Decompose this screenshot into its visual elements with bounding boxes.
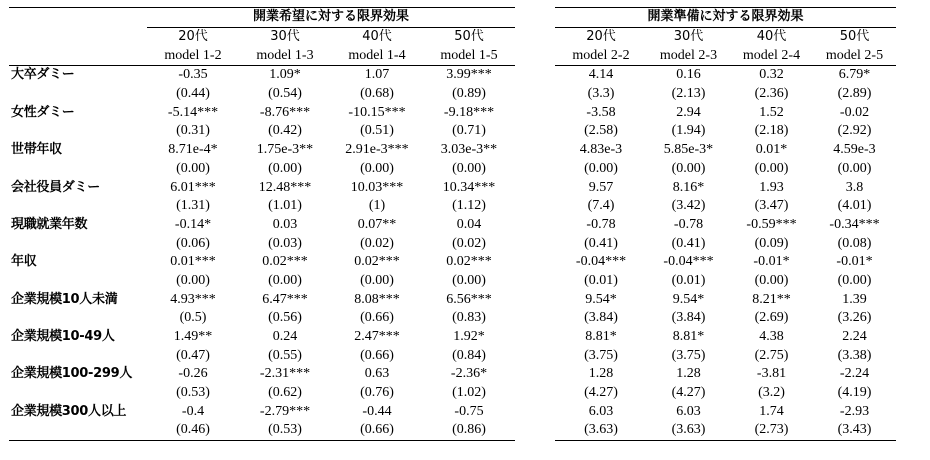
coefficient-cell: -0.4 bbox=[181, 403, 205, 419]
std-error-cell: (1.02) bbox=[452, 385, 486, 401]
std-error-cell: (4.01) bbox=[837, 198, 872, 214]
coefficient-cell: -0.04*** bbox=[575, 254, 627, 270]
se-row bbox=[9, 85, 896, 104]
group-header-row bbox=[9, 8, 896, 28]
std-error-cell: (0.00) bbox=[360, 272, 394, 288]
age-header: 50代 bbox=[454, 29, 484, 45]
std-error-cell: (2.73) bbox=[730, 421, 813, 440]
std-error-cell: (0.89) bbox=[452, 86, 486, 102]
std-error-cell: (2.89) bbox=[837, 86, 872, 102]
coefficient-cell: 2.47*** bbox=[354, 329, 400, 345]
std-error-cell: (3.63) bbox=[555, 421, 647, 440]
variable-label: 企業規模10-49人 bbox=[11, 329, 115, 345]
coefficient-cell: 2.94 bbox=[676, 104, 701, 120]
coefficient-cell: 1.39 bbox=[842, 291, 867, 307]
std-error-cell: (0.83) bbox=[452, 310, 486, 326]
age-header: 30代 bbox=[270, 29, 300, 45]
coefficient-cell: 9.54* bbox=[672, 291, 705, 307]
coef-row bbox=[9, 103, 896, 122]
coefficient-cell: 8.16* bbox=[672, 179, 705, 195]
coefficient-cell: 1.75e-3** bbox=[256, 142, 314, 158]
variable-label: 大卒ダミー bbox=[11, 67, 75, 83]
regression-table-container bbox=[9, 7, 896, 441]
coefficient-cell: 4.14 bbox=[588, 67, 614, 83]
coefficient-cell: 12.48*** bbox=[258, 179, 312, 195]
std-error-cell: (3.84) bbox=[584, 310, 618, 326]
coef-row bbox=[9, 216, 896, 235]
std-error-cell: (1.12) bbox=[452, 198, 486, 214]
coefficient-cell: -0.01* bbox=[753, 254, 790, 270]
coefficient-cell: -3.81 bbox=[756, 366, 787, 382]
std-error-cell: (4.27) bbox=[671, 385, 706, 401]
coefficient-cell: 4.83e-3 bbox=[579, 142, 623, 158]
coef-row bbox=[9, 141, 896, 160]
coefficient-cell: -0.02 bbox=[839, 104, 870, 120]
std-error-cell: (4.19) bbox=[837, 385, 872, 401]
variable-label: 現職就業年数 bbox=[11, 216, 88, 232]
coefficient-cell: 3.99*** bbox=[446, 67, 492, 83]
coefficient-cell: -2.93 bbox=[839, 403, 870, 419]
std-error-cell: (2.69) bbox=[754, 310, 789, 326]
coefficient-cell: 0.16 bbox=[676, 67, 701, 83]
coefficient-cell: 1.92* bbox=[453, 329, 485, 345]
coefficient-cell: 0.02*** bbox=[262, 254, 308, 270]
age-header: 40代 bbox=[756, 29, 787, 45]
std-error-cell: (0.51) bbox=[360, 123, 394, 139]
coef-row bbox=[9, 365, 896, 384]
std-error-cell: (3.47) bbox=[754, 198, 789, 214]
coefficient-cell: -0.14* bbox=[174, 216, 212, 232]
coefficient-cell: -10.15*** bbox=[348, 104, 406, 120]
group-header-desire: 開業希望に対する限界効果 bbox=[147, 8, 515, 28]
coefficient-cell: 0.02*** bbox=[354, 254, 400, 270]
std-error-cell: (0.00) bbox=[268, 272, 302, 288]
std-error-cell: (1) bbox=[368, 198, 386, 214]
coefficient-cell: -2.24 bbox=[839, 366, 870, 382]
std-error-cell: (0.54) bbox=[268, 86, 302, 102]
coefficient-cell: -9.18*** bbox=[443, 104, 495, 120]
std-error-cell: (0.00) bbox=[176, 160, 210, 176]
coefficient-cell: 8.71e-4* bbox=[168, 142, 218, 158]
std-error-cell: (3.84) bbox=[671, 310, 706, 326]
table-body bbox=[9, 66, 896, 441]
std-error-cell: (2.36) bbox=[754, 86, 789, 102]
se-row bbox=[9, 122, 896, 141]
se-row bbox=[9, 309, 896, 328]
coefficient-cell: -0.44 bbox=[362, 403, 392, 419]
std-error-cell: (2.18) bbox=[754, 123, 789, 139]
std-error-cell: (3.43) bbox=[813, 421, 896, 440]
coefficient-cell: 6.03 bbox=[676, 403, 701, 419]
std-error-cell: (4.27) bbox=[584, 385, 618, 401]
coefficient-cell: 0.02*** bbox=[446, 254, 492, 270]
coefficient-cell: 10.34*** bbox=[442, 179, 496, 195]
std-error-cell: (1.94) bbox=[671, 123, 706, 139]
std-error-cell: (0.00) bbox=[837, 160, 872, 176]
std-error-cell: (0.62) bbox=[268, 385, 302, 401]
std-error-cell: (0.46) bbox=[147, 421, 239, 440]
std-error-cell: (2.58) bbox=[584, 123, 618, 139]
std-error-cell: (0.56) bbox=[268, 310, 302, 326]
std-error-cell: (3.42) bbox=[671, 198, 706, 214]
model-header: model 2-3 bbox=[647, 46, 730, 65]
std-error-cell: (0.5) bbox=[179, 310, 207, 326]
coefficient-cell: -5.14*** bbox=[167, 104, 219, 120]
coefficient-cell: 8.21** bbox=[752, 291, 791, 307]
coef-row bbox=[9, 328, 896, 347]
std-error-cell: (0.06) bbox=[176, 235, 210, 251]
coefficient-cell: -0.75 bbox=[454, 403, 484, 419]
coefficient-cell: 0.04 bbox=[456, 216, 482, 232]
std-error-cell: (0.00) bbox=[452, 160, 486, 176]
std-error-cell: (3.38) bbox=[837, 347, 872, 363]
coef-row bbox=[9, 253, 896, 272]
coefficient-cell: -0.78 bbox=[673, 216, 704, 232]
std-error-cell: (0.66) bbox=[360, 347, 394, 363]
std-error-cell: (3.26) bbox=[837, 310, 872, 326]
age-header: 20代 bbox=[586, 29, 616, 45]
coefficient-cell: 10.03*** bbox=[350, 179, 404, 195]
std-error-cell: (0.09) bbox=[754, 235, 789, 251]
coefficient-cell: 4.59e-3 bbox=[833, 142, 876, 158]
coefficient-cell: 1.28 bbox=[588, 366, 614, 382]
std-error-cell: (0.00) bbox=[837, 272, 872, 288]
std-error-cell: (3.3) bbox=[587, 86, 615, 102]
std-error-cell: (0.02) bbox=[452, 235, 486, 251]
model-header: model 1-3 bbox=[239, 46, 331, 65]
std-error-cell: (0.01) bbox=[671, 272, 706, 288]
coefficient-cell: 2.91e-3*** bbox=[345, 142, 409, 158]
std-error-cell: (0.41) bbox=[584, 235, 618, 251]
model-header: model 2-2 bbox=[555, 46, 647, 65]
variable-label: 年収 bbox=[11, 254, 37, 270]
std-error-cell: (0.66) bbox=[360, 310, 394, 326]
std-error-cell: (0.03) bbox=[268, 235, 302, 251]
coefficient-cell: -2.79*** bbox=[259, 403, 311, 419]
coefficient-cell: 0.63 bbox=[364, 366, 390, 382]
coefficient-cell: 0.03 bbox=[272, 216, 298, 232]
coefficient-cell: -0.04*** bbox=[663, 254, 714, 270]
std-error-cell: (0.41) bbox=[671, 235, 706, 251]
coefficient-cell: 9.54* bbox=[585, 291, 617, 307]
coef-row bbox=[9, 66, 896, 85]
variable-label: 女性ダミー bbox=[11, 104, 75, 120]
coefficient-cell: -2.31*** bbox=[259, 366, 311, 382]
age-header: 20代 bbox=[178, 29, 208, 45]
coefficient-cell: 5.85e-3* bbox=[663, 142, 714, 158]
age-header: 40代 bbox=[362, 29, 392, 45]
se-row bbox=[9, 197, 896, 216]
coefficient-cell: -2.36* bbox=[450, 366, 488, 382]
group-header-preparation: 開業準備に対する限界効果 bbox=[555, 8, 896, 28]
coefficient-cell: 0.24 bbox=[272, 329, 298, 345]
model-header-row bbox=[9, 46, 896, 65]
regression-table bbox=[9, 7, 896, 441]
std-error-cell: (0.55) bbox=[268, 347, 302, 363]
coefficient-cell: 8.81* bbox=[672, 329, 705, 345]
std-error-cell: (0.00) bbox=[754, 160, 789, 176]
std-error-cell: (2.13) bbox=[671, 86, 706, 102]
std-error-cell: (3.2) bbox=[758, 385, 785, 401]
std-error-cell: (0.71) bbox=[452, 123, 486, 139]
coefficient-cell: 6.47*** bbox=[262, 291, 308, 307]
coefficient-cell: 4.93*** bbox=[170, 291, 216, 307]
std-error-cell: (0.02) bbox=[360, 235, 394, 251]
corner-cell bbox=[9, 8, 147, 28]
std-error-cell: (0.00) bbox=[584, 160, 618, 176]
std-error-cell: (0.47) bbox=[176, 347, 210, 363]
model-header: model 1-5 bbox=[423, 46, 515, 65]
coefficient-cell: 3.03e-3** bbox=[440, 142, 498, 158]
std-error-cell: (0.44) bbox=[176, 86, 210, 102]
coefficient-cell: 8.81* bbox=[585, 329, 617, 345]
model-header: model 2-5 bbox=[813, 46, 896, 65]
variable-label: 世帯年収 bbox=[11, 142, 62, 158]
coefficient-cell: 6.56*** bbox=[446, 291, 492, 307]
coefficient-cell: 0.01*** bbox=[170, 254, 216, 270]
coefficient-cell: -3.58 bbox=[586, 104, 616, 120]
coefficient-cell: -0.26 bbox=[178, 366, 208, 382]
model-header: model 2-4 bbox=[730, 46, 813, 65]
age-header: 50代 bbox=[839, 29, 870, 45]
variable-label: 企業規模300人以上 bbox=[11, 403, 127, 419]
std-error-cell: (7.4) bbox=[587, 198, 615, 214]
coefficient-cell: 1.09* bbox=[269, 67, 301, 83]
coefficient-cell: -0.34*** bbox=[829, 216, 880, 232]
variable-label: 企業規模10人未満 bbox=[11, 291, 118, 307]
std-error-cell: (0.00) bbox=[360, 160, 394, 176]
std-error-cell: (3.75) bbox=[671, 347, 706, 363]
std-error-cell: (0.84) bbox=[452, 347, 486, 363]
variable-label: 企業規模100-299人 bbox=[11, 366, 133, 382]
coef-row bbox=[9, 402, 896, 421]
variable-label: 会社役員ダミー bbox=[11, 179, 100, 195]
std-error-cell: (0.86) bbox=[423, 421, 515, 440]
se-row bbox=[9, 346, 896, 365]
coefficient-cell: 1.49** bbox=[173, 329, 213, 345]
std-error-cell: (0.00) bbox=[176, 272, 210, 288]
std-error-cell: (0.76) bbox=[360, 385, 394, 401]
coefficient-cell: -0.35 bbox=[178, 67, 208, 83]
se-row bbox=[9, 421, 896, 440]
std-error-cell: (0.08) bbox=[837, 235, 872, 251]
coef-row bbox=[9, 178, 896, 197]
std-error-cell: (0.00) bbox=[452, 272, 486, 288]
coefficient-cell: 4.38 bbox=[759, 329, 784, 345]
std-error-cell: (1.01) bbox=[268, 198, 302, 214]
std-error-cell: (0.68) bbox=[360, 86, 394, 102]
std-error-cell: (1.31) bbox=[176, 198, 210, 214]
coefficient-cell: 1.93 bbox=[759, 179, 784, 195]
std-error-cell: (0.00) bbox=[268, 160, 302, 176]
std-error-cell: (0.66) bbox=[331, 421, 423, 440]
se-row bbox=[9, 160, 896, 179]
coefficient-cell: 3.8 bbox=[845, 179, 864, 195]
coefficient-cell: -0.78 bbox=[586, 216, 616, 232]
std-error-cell: (0.42) bbox=[268, 123, 302, 139]
coefficient-cell: 0.32 bbox=[759, 67, 784, 83]
coefficient-cell: 6.79* bbox=[838, 67, 871, 83]
std-error-cell: (2.92) bbox=[837, 123, 872, 139]
gap-cell bbox=[515, 8, 555, 28]
coefficient-cell: 6.03 bbox=[588, 403, 614, 419]
coefficient-cell: 2.24 bbox=[842, 329, 867, 345]
coefficient-cell: -8.76*** bbox=[259, 104, 311, 120]
se-row bbox=[9, 272, 896, 291]
std-error-cell: (0.00) bbox=[754, 272, 789, 288]
std-error-cell: (2.75) bbox=[754, 347, 789, 363]
std-error-cell: (0.53) bbox=[239, 421, 331, 440]
coefficient-cell: 1.52 bbox=[759, 104, 784, 120]
se-row bbox=[9, 234, 896, 253]
coefficient-cell: 6.01*** bbox=[170, 179, 216, 195]
model-header: model 1-2 bbox=[147, 46, 239, 65]
coefficient-cell: -0.59*** bbox=[746, 216, 797, 232]
se-row bbox=[9, 384, 896, 403]
coef-row bbox=[9, 290, 896, 309]
age-header: 30代 bbox=[673, 29, 704, 45]
coefficient-cell: 1.07 bbox=[364, 67, 390, 83]
coefficient-cell: 8.08*** bbox=[354, 291, 400, 307]
std-error-cell: (3.63) bbox=[647, 421, 730, 440]
coefficient-cell: 1.28 bbox=[676, 366, 701, 382]
coefficient-cell: 9.57 bbox=[588, 179, 614, 195]
model-header: model 1-4 bbox=[331, 46, 423, 65]
std-error-cell: (0.01) bbox=[584, 272, 618, 288]
coefficient-cell: 0.01* bbox=[755, 142, 788, 158]
std-error-cell: (0.53) bbox=[176, 385, 210, 401]
coefficient-cell: -0.01* bbox=[836, 254, 873, 270]
std-error-cell: (0.00) bbox=[671, 160, 706, 176]
std-error-cell: (3.75) bbox=[584, 347, 618, 363]
age-header-row bbox=[9, 27, 896, 46]
coefficient-cell: 0.07** bbox=[357, 216, 397, 232]
std-error-cell: (0.31) bbox=[176, 123, 210, 139]
coefficient-cell: 1.74 bbox=[759, 403, 784, 419]
